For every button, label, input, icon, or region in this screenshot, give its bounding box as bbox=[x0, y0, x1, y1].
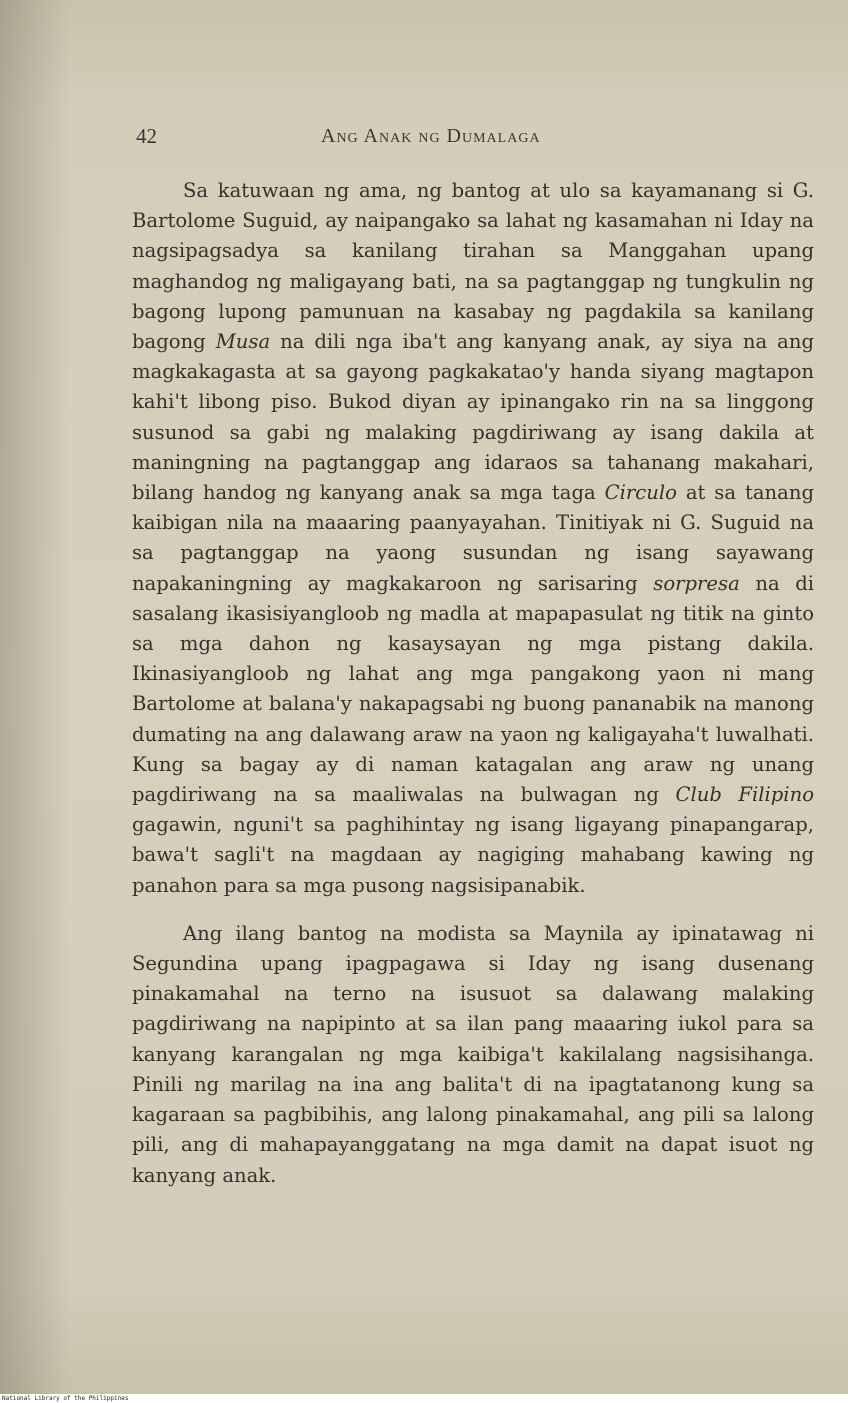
text-segment: na di sasalang ikasisiyangloob ng madla at mapapasulat ng titik na ginto sa mga dahon ng kasaysayan ng mga pistang dakila. Ikinasiyangloob ng lahat ang mga pangakong yaon ni mang Bartolome at balana'y nakapagsabi ng buong pananabik na manong dumating na ang dalawang araw na yaon ng kaligayaha't luwalhati. Kung sa bagay ay di naman katagalan ang araw ng unang pagdiriwang na sa maaliwalas na bulwagan ng bbox=[132, 571, 814, 807]
paragraph-1 bbox=[132, 176, 814, 901]
text-segment: at sa tanang kaibigan nila na maaaring paanyayahan. Tinitiyak ni G. Suguid na sa pagtanggap na yaong susundan ng isang sayawang napakaningning ay magkakaroon ng sarisaring bbox=[132, 481, 814, 595]
paragraph-2 bbox=[132, 919, 814, 1191]
page-header bbox=[136, 124, 816, 154]
page-number: 42 bbox=[136, 124, 157, 148]
body-text bbox=[132, 176, 814, 1191]
text-segment: Sa katuwaan ng ama, ng bantog at ulo sa kayamanang si G. Bartolome Suguid, ay naipangako sa lahat ng kasamahan ni Iday na nagsipagsadya sa kanilang tirahan sa Manggahan upang maghandog ng maligayang bati, na sa pagtanggap ng tungkulin ng bagong lupong pamunuan na kasabay ng pagdakila sa kanilang bagong bbox=[132, 179, 814, 354]
italic-term-circulo: Circulo bbox=[604, 481, 677, 505]
italic-term-club-filipino: Club Filipino bbox=[675, 783, 814, 807]
text-segment: gagawin, nguni't sa paghihintay ng isang ligayang pinapangarap, bawa't sagli't na magdaan ay nagiging mahabang kawing ng panahon para sa mga pusong nagsisipanabik. bbox=[132, 813, 814, 897]
library-credit: National Library of the Philippines bbox=[2, 1395, 129, 1402]
italic-term-sorpresa: sorpresa bbox=[653, 571, 740, 595]
italic-term-musa: Musa bbox=[215, 330, 271, 354]
running-title: Ang Anak ng Dumalaga bbox=[321, 125, 541, 147]
text-segment: Ang ilang bantog na modista sa Maynila ay ipinatawag ni Segundina upang ipagpagawa si Iday ng isang dusenang pinakamahal na terno na isusuot sa dalawang malaking pagdiriwang na napipinto at sa ilan pang maaaring iukol para sa kanyang karangalan ng mga kaibiga't kakilalang nagsisihanga. Pinili ng marilag na ina ang balita't di na ipagtatanong kung sa kagaraan sa pagbibihis, ang lalong pinakamahal, ang pili sa lalong pili, ang di mahapayanggatang na mga damit na dapat isuot ng kanyang anak. bbox=[132, 921, 814, 1187]
text-segment: na dili nga iba't ang kanyang anak, ay siya na ang magkakagasta at sa gayong pagkakatao'y handa siyang magtapon kahi't libong piso. Bukod diyan ay ipinangako rin na sa linggong susunod sa gabi ng malaking pagdiriwang ay isang dakila at maningning na pagtanggap ang idaraos sa tahanang makahari, bilang handog ng kanyang anak sa mga taga bbox=[132, 330, 814, 505]
